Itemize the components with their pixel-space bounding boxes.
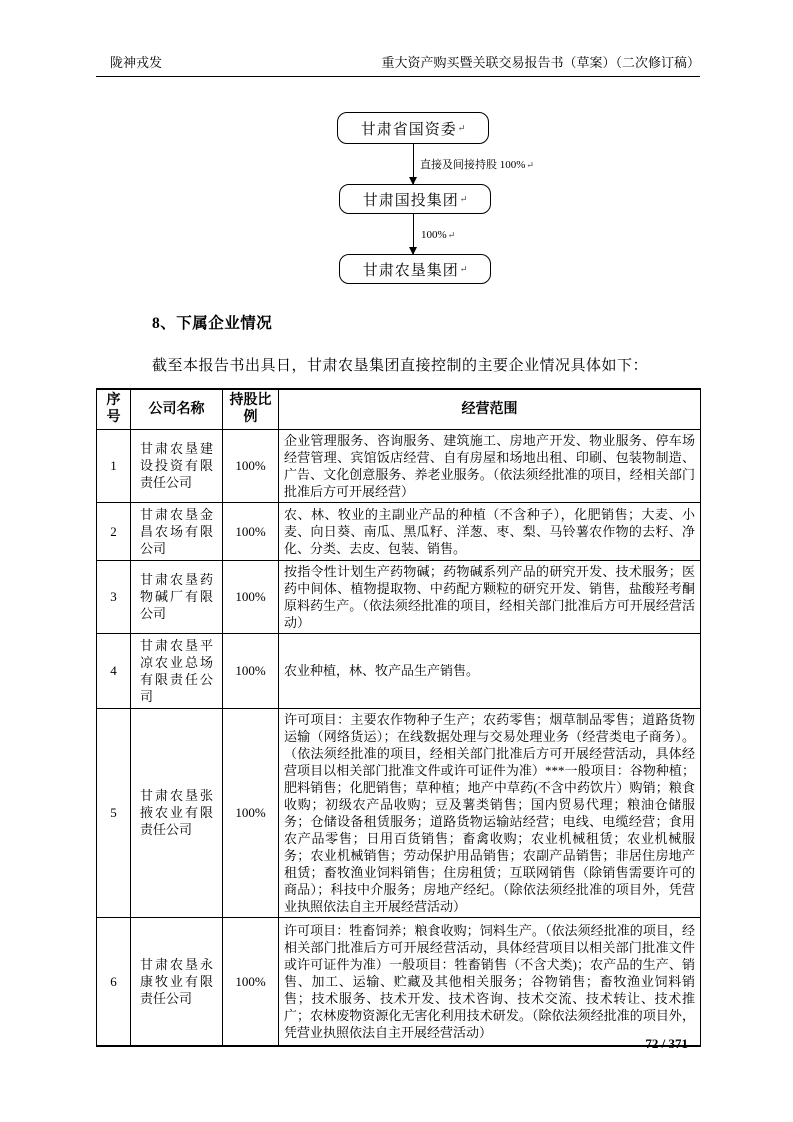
header-right-title: 重大资产购买暨关联交易报告书（草案）（二次修订稿） bbox=[381, 55, 700, 70]
cell-business-scope: 农、林、牧业的主副业产品的种植（不含种子），化肥销售；大麦、小麦、向日葵、南瓜、黑瓜籽、洋葱、枣、梨、马铃薯农作物的去籽、净化、分类、去皮、包装、销售。 bbox=[279, 502, 701, 560]
table-row bbox=[97, 917, 701, 1046]
org-node-label: 甘肃农垦集团 bbox=[362, 262, 459, 279]
cell-company-name: 甘肃农垦药物碱厂有限公司 bbox=[131, 560, 223, 633]
org-node-nongken-group bbox=[339, 254, 491, 284]
org-node-provincial-sasac bbox=[337, 112, 489, 144]
connector-line-1 bbox=[413, 144, 414, 184]
table-row bbox=[97, 708, 701, 917]
cell-shareholding-ratio: 100% bbox=[223, 917, 279, 1046]
page-number: 72 / 371 bbox=[645, 1036, 688, 1051]
table-row bbox=[97, 560, 701, 633]
cell-business-scope: 企业管理服务、咨询服务、建筑施工、房地产开发、物业服务、停车场经营管理、宾馆饭店经营、自有房屋和场地出租、印刷、包装物制造、广告、文化创意服务、养老业服务。（依法须经批准的项目，经相关部门批准后方可开展经营） bbox=[279, 429, 701, 502]
header-cell-no: 序号 bbox=[97, 389, 131, 429]
cell-shareholding-ratio: 100% bbox=[223, 708, 279, 917]
cell-business-scope: 许可项目：主要农作物种子生产；农药零售；烟草制品零售；道路货物运输（网络货运）；在线数据处理与交易处理业务（经营类电子商务）。（依法须经批准的项目，经相关部门批准后方可开展经营活动，具体经营项目以相关部门批准文件或许可证件为准）***一般项目：谷物种植；肥料销售；化肥销售；草种植；地产中草药(不含中药饮片）购销；粮食收购；初级农产品收购；豆及薯类销售；国内贸易代理；粮油仓储服务；仓储设备租赁服务；道路货物运输站经营；电线、电缆经营；食用农产品零售；日用百货销售；畜禽收购；农业机械租赁；农业机械服务；农业机械销售；劳动保护用品销售；农副产品销售；非居住房地产租赁；畜牧渔业饲料销售；住房租赁；互联网销售（除销售需要许可的商品）；科技中介服务；房地产经纪。（除依法须经批准的项目外，凭营业执照依法自主开展经营活动） bbox=[279, 708, 701, 917]
table-header-row bbox=[97, 389, 701, 429]
cell-business-scope: 按指令性计划生产药物碱；药物碱系列产品的研究开发、技术服务；医药中间体、植物提取物、中药配方颗粒的研究开发、销售，盐酸羟考酮原料药生产。（依法须经批准的项目，经相关部门批准后方可开展经营活动） bbox=[279, 560, 701, 633]
edge-label-1: 直接及间接持股 100%↵ bbox=[420, 159, 534, 171]
connector-line-2 bbox=[413, 214, 414, 254]
header-cell-ratio: 持股比例 bbox=[223, 389, 279, 429]
intro-paragraph: 截至本报告书出具日，甘肃农垦集团直接控制的主要企业情况具体如下： bbox=[152, 358, 649, 374]
cell-no: 6 bbox=[97, 917, 131, 1046]
org-node-label: 甘肃省国资委 bbox=[360, 121, 457, 138]
cell-company-name: 甘肃农垦建设投资有限责任公司 bbox=[131, 429, 223, 502]
cell-no: 5 bbox=[97, 708, 131, 917]
table-row bbox=[97, 429, 701, 502]
section-heading: 8、下属企业情况 bbox=[152, 315, 273, 332]
cell-business-scope: 农业种植，林、牧产品生产销售。 bbox=[279, 633, 701, 708]
cell-company-name: 甘肃农垦张掖农业有限责任公司 bbox=[131, 708, 223, 917]
cell-no: 1 bbox=[97, 429, 131, 502]
cell-no: 2 bbox=[97, 502, 131, 560]
cell-company-name: 甘肃农垦永康牧业有限责任公司 bbox=[131, 917, 223, 1046]
table-row bbox=[97, 633, 701, 708]
org-node-guotou-group bbox=[339, 184, 491, 214]
org-node-label: 甘肃国投集团 bbox=[362, 192, 459, 209]
subsidiaries-table bbox=[96, 388, 701, 1047]
header-left-title: 陇神戎发 bbox=[110, 55, 163, 70]
cell-no: 3 bbox=[97, 560, 131, 633]
cell-business-scope: 许可项目：牲畜饲养；粮食收购；饲料生产。（依法须经批准的项目，经相关部门批准后方可开展经营活动，具体经营项目以相关部门批准文件或许可证件为准）一般项目：牲畜销售（不含犬类)；农产品的生产、销售、加工、运输、贮藏及其他相关服务；谷物销售；畜牧渔业饲料销售；技术服务、技术开发、技术咨询、技术交流、技术转让、技术推广；农林废物资源化无害化利用技术研发。（除依法须经批准的项目外，凭营业执照依法自主开展经营活动） bbox=[279, 917, 701, 1046]
cell-shareholding-ratio: 100% bbox=[223, 429, 279, 502]
paragraph-return-mark: ↵ bbox=[526, 160, 534, 170]
cell-shareholding-ratio: 100% bbox=[223, 502, 279, 560]
table-row bbox=[97, 502, 701, 560]
paragraph-return-mark: ↵ bbox=[459, 263, 468, 274]
cell-shareholding-ratio: 100% bbox=[223, 560, 279, 633]
cell-no: 4 bbox=[97, 633, 131, 708]
paragraph-return-mark: ↵ bbox=[447, 230, 456, 240]
running-header bbox=[96, 52, 700, 77]
header-cell-name: 公司名称 bbox=[131, 389, 223, 429]
cell-company-name: 甘肃农垦金昌农场有限公司 bbox=[131, 502, 223, 560]
paragraph-return-mark: ↵ bbox=[459, 193, 468, 204]
cell-shareholding-ratio: 100% bbox=[223, 633, 279, 708]
paragraph-return-mark: ↵ bbox=[457, 122, 466, 133]
cell-company-name: 甘肃农垦平凉农业总场有限责任公司 bbox=[131, 633, 223, 708]
header-cell-scope: 经营范围 bbox=[279, 389, 701, 429]
edge-label-2: 100%↵ bbox=[421, 229, 456, 241]
